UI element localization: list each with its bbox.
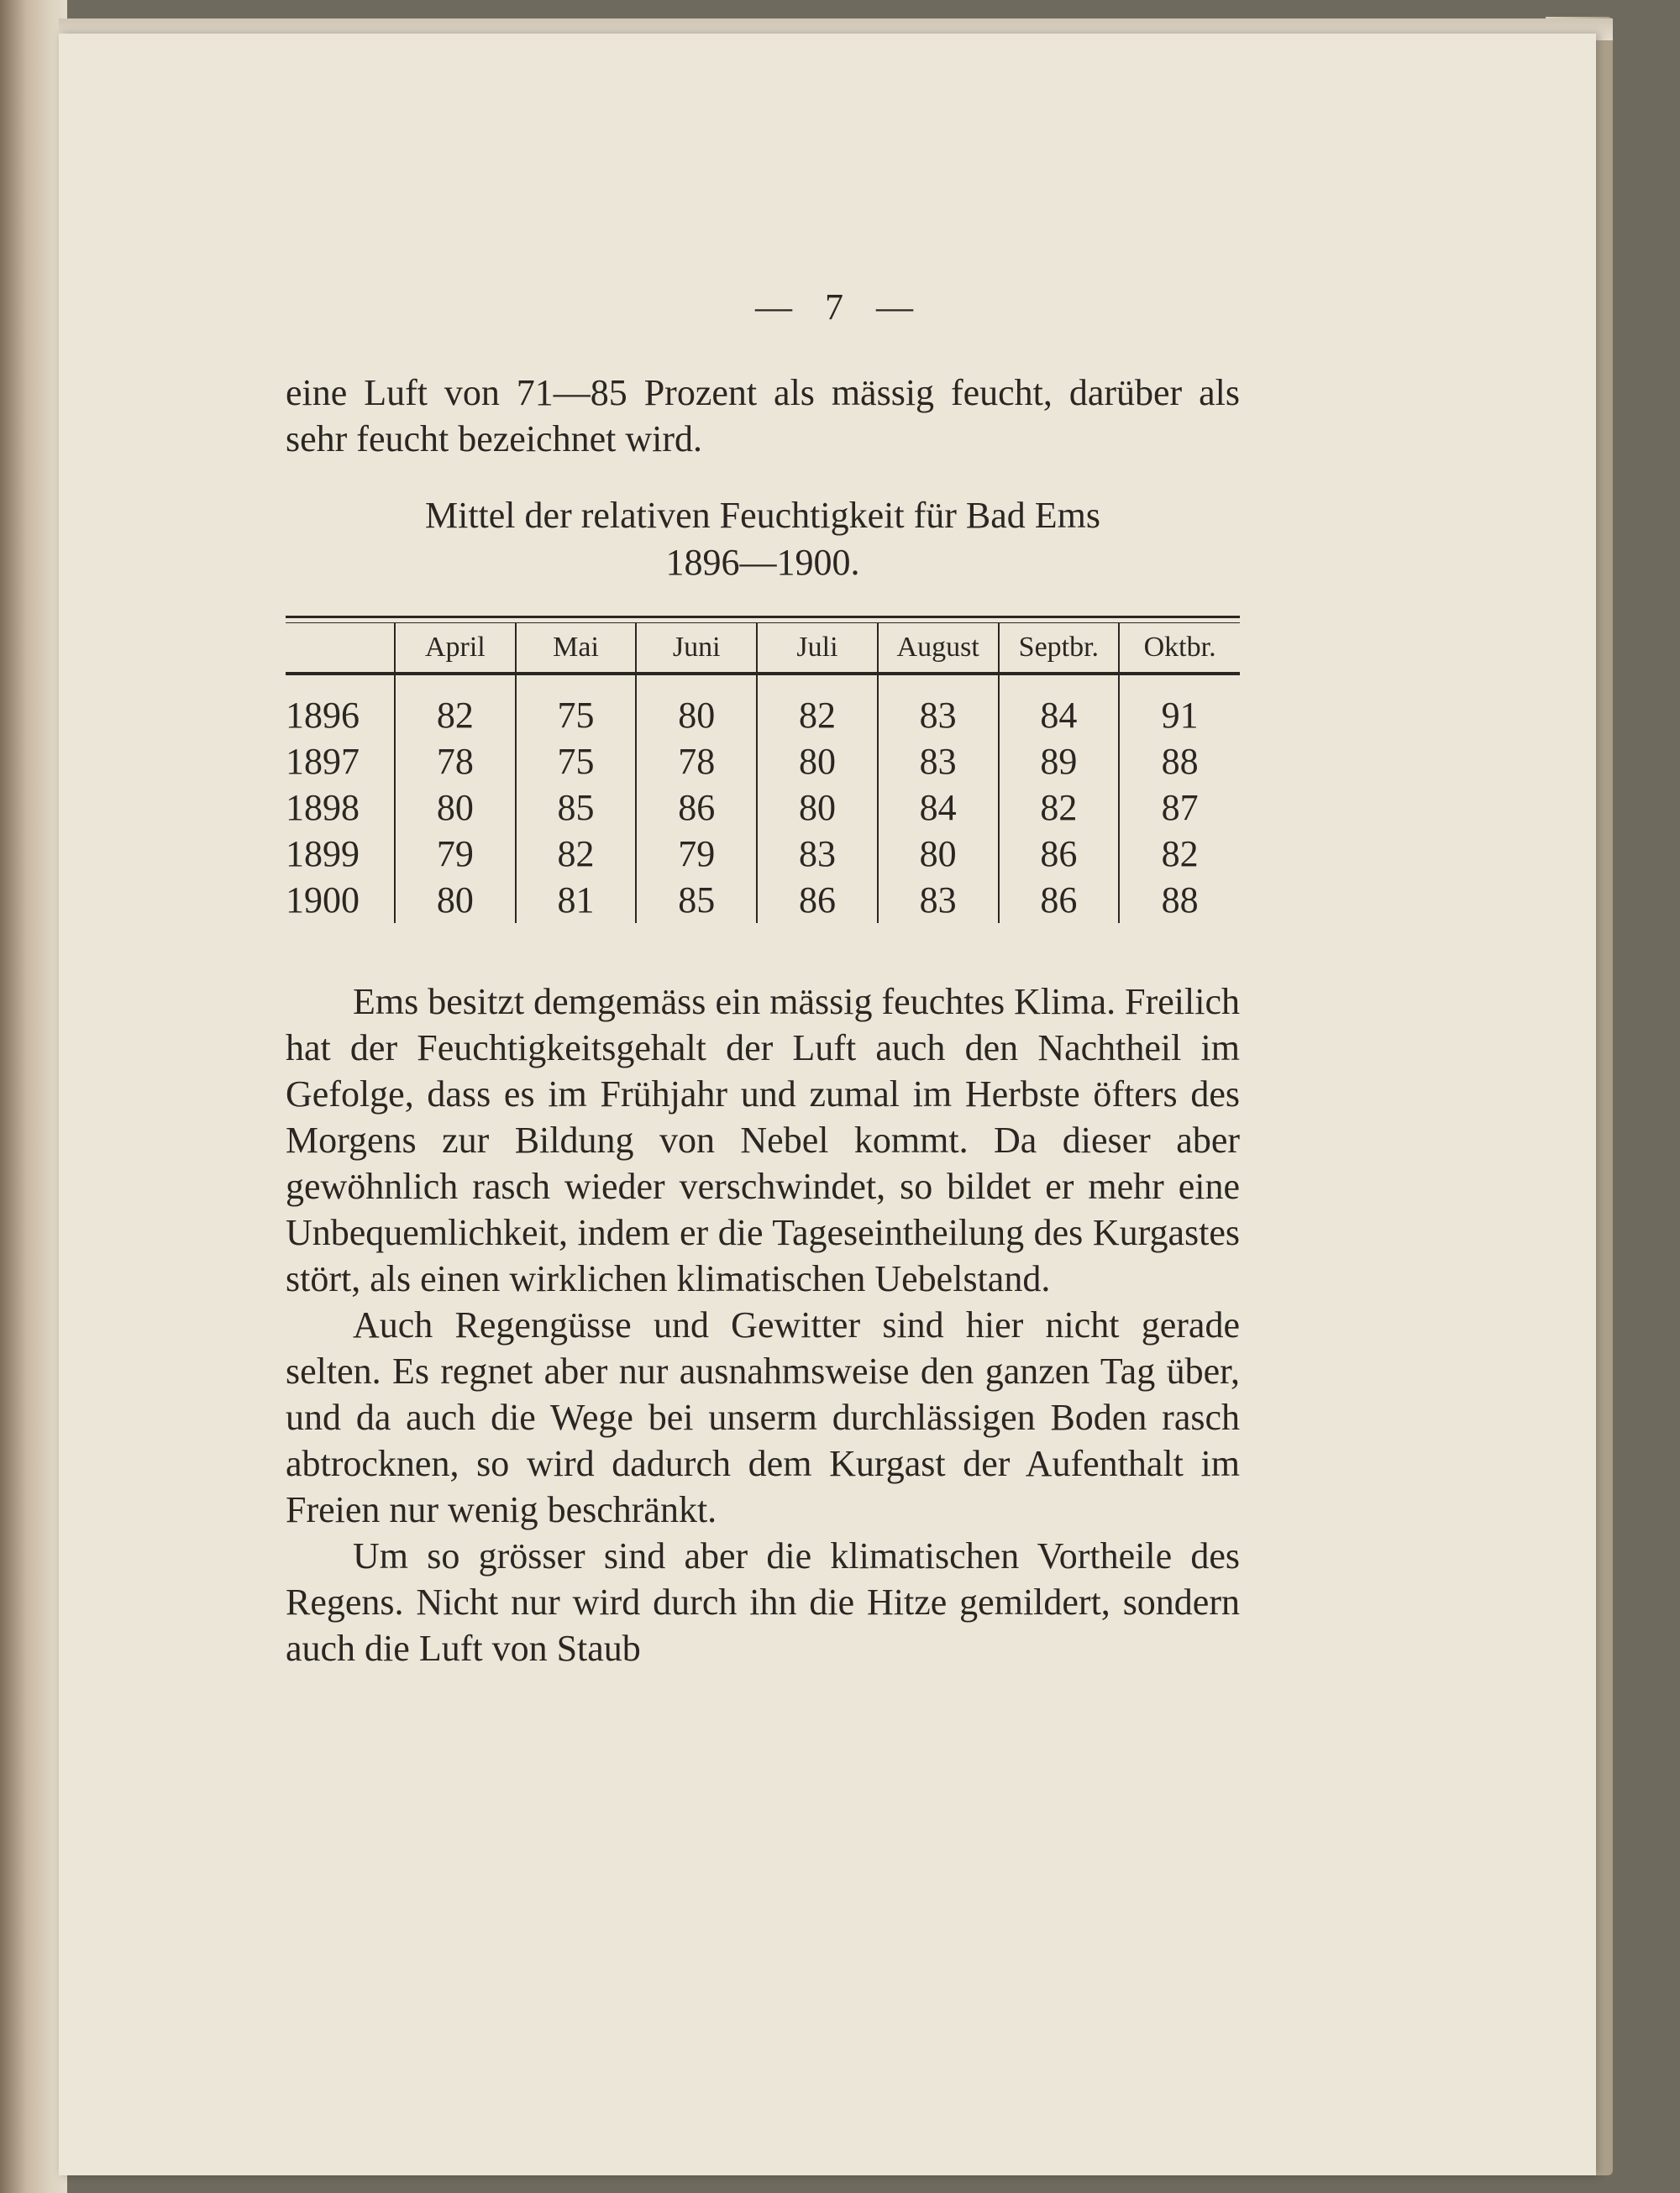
column-header: Septbr.	[999, 623, 1120, 674]
table-cell: 91	[1119, 674, 1240, 738]
table-cell: 89	[999, 738, 1120, 784]
body-text	[286, 978, 1240, 1671]
table-cell: 88	[1119, 877, 1240, 923]
table-cell: 87	[1119, 784, 1240, 831]
table-title	[286, 492, 1240, 586]
table-cell: 86	[636, 784, 757, 831]
table-cell: 81	[516, 877, 637, 923]
table-cell: 79	[395, 831, 516, 877]
table-cell: 80	[395, 784, 516, 831]
table-cell: 82	[1119, 831, 1240, 877]
row-year: 1897	[286, 741, 360, 782]
table-row	[286, 784, 1240, 831]
column-header: August	[878, 623, 999, 674]
paragraph: Ems besitzt demgemäss ein mässig feuchtes Klima. Freilich hat der Feuchtigkeitsgehalt der Luft auch den Nachtheil im Gefolge, dass es im Frühjahr und zumal im Herbste öfters des Morgens zur Bildung von Nebel kommt. Da dieser aber gewöhnlich rasch wieder verschwindet, so bildet er mehr eine Unbequemlichkeit, indem er die Tageseintheilung des Kurgastes stört, als einen wirklichen klimatischen Uebelstand.	[286, 981, 1240, 1299]
table-cell: 75	[516, 738, 637, 784]
table-cell: 86	[999, 877, 1120, 923]
page-number: — 7 —	[755, 286, 925, 328]
book-gutter	[0, 0, 67, 2193]
row-year: 1900	[286, 879, 360, 921]
table-cell: 83	[878, 877, 999, 923]
table-cell: 83	[878, 738, 999, 784]
table-cell: 78	[395, 738, 516, 784]
column-header: Oktbr.	[1119, 623, 1240, 674]
intro-paragraph: eine Luft von 71—85 Prozent als mässig feucht, darüber als sehr feucht bezeichnet wird.	[286, 372, 1240, 459]
table-cell: 80	[395, 877, 516, 923]
table-cell: 86	[757, 877, 878, 923]
table-cell: 78	[636, 738, 757, 784]
table-row	[286, 877, 1240, 923]
table-cell: 84	[878, 784, 999, 831]
table-cell: 79	[636, 831, 757, 877]
row-year: 1896	[286, 695, 360, 736]
table-cell: 80	[636, 674, 757, 738]
paragraph: Um so grösser sind aber die klimatischen Vortheile des Regens. Nicht nur wird durch ihn die Hitze gemildert, sondern auch die Luft von Staub	[286, 1535, 1240, 1669]
table-cell: 80	[757, 738, 878, 784]
table-cell: 88	[1119, 738, 1240, 784]
table-cell: 85	[636, 877, 757, 923]
table-cell: 82	[516, 831, 637, 877]
column-header: Mai	[516, 623, 637, 674]
table-cell: 80	[878, 831, 999, 877]
table-cell: 85	[516, 784, 637, 831]
table-title-line: Mittel der relativen Feuchtigkeit für Bad Ems	[424, 495, 1100, 536]
paragraph: Auch Regengüsse und Gewitter sind hier nicht gerade selten. Es regnet aber nur ausnahmsweise den ganzen Tag über, und da auch die Wege bei unserm durchlässigen Boden rasch abtrocknen, so wird dadurch dem Kurgast der Aufenthalt im Freien nur wenig beschränkt.	[286, 1304, 1240, 1530]
table-row	[286, 738, 1240, 784]
table-cell: 82	[757, 674, 878, 738]
table-cell: 82	[999, 784, 1120, 831]
humidity-table	[286, 616, 1240, 923]
column-header: Juli	[757, 623, 878, 674]
intro-text	[286, 370, 1240, 462]
table-top-rule	[286, 616, 1240, 618]
table-cell: 80	[757, 784, 878, 831]
table-cell: 83	[878, 674, 999, 738]
table-header-row	[286, 623, 1240, 674]
table-corner	[286, 623, 395, 674]
table-cell: 82	[395, 674, 516, 738]
column-header: Juni	[636, 623, 757, 674]
table-cell: 75	[516, 674, 637, 738]
row-year: 1898	[286, 787, 360, 828]
column-header: April	[395, 623, 516, 674]
table-title-years: 1896—1900.	[665, 542, 860, 583]
table-row	[286, 674, 1240, 738]
table-cell: 86	[999, 831, 1120, 877]
row-year: 1899	[286, 833, 360, 874]
table-cell: 84	[999, 674, 1120, 738]
table-cell: 83	[757, 831, 878, 877]
table-row	[286, 831, 1240, 877]
